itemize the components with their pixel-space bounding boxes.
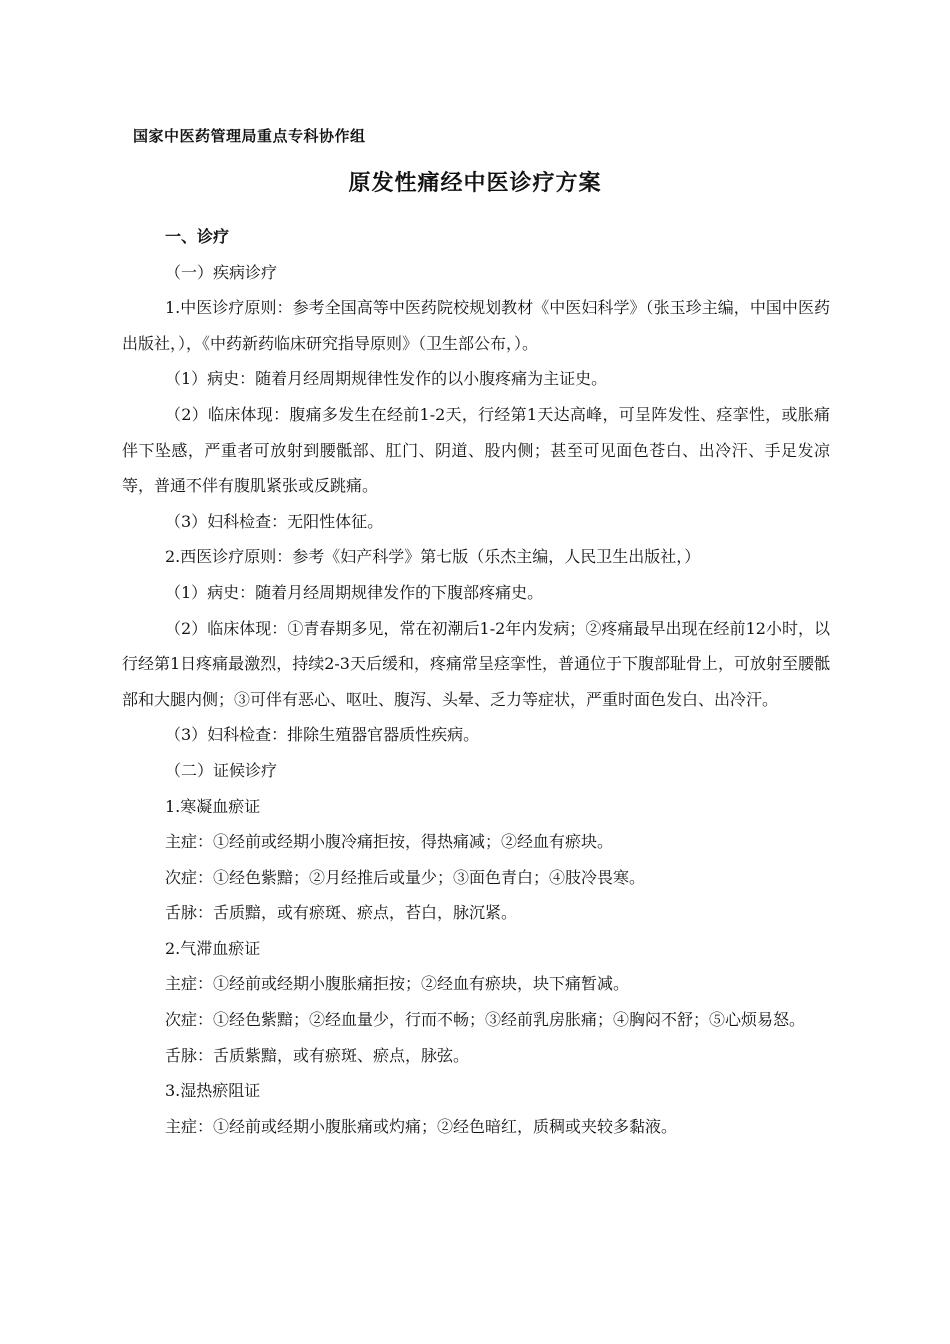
- paragraph: 1.中医诊疗原则：参考全国高等中医药院校规划教材《中医妇科学》（张玉珍主编，中国中医药出版社，），《中药新药临床研究指导原则》（卫生部公布，）。: [122, 298, 830, 353]
- paragraph: 次症：①经色紫黯；②月经推后或量少；③面色青白；④肢冷畏寒。: [165, 867, 646, 887]
- paragraph: 舌脉：舌质紫黯，或有瘀斑、瘀点，脉弦。: [165, 1045, 470, 1065]
- subsection-heading: （二）证候诊疗: [165, 760, 278, 780]
- syndrome-heading: 1.寒凝血瘀证: [165, 796, 261, 816]
- paragraph: （3）妇科检查：无阳性体征。: [165, 511, 384, 531]
- subsection-heading: （一）疾病诊疗: [165, 262, 278, 282]
- paragraph: 次症：①经色紫黯；②经血量少，行而不畅；③经前乳房胀痛；④胸闷不舒；⑤心烦易怒。: [165, 1010, 806, 1030]
- paragraph: 主症：①经前或经期小腹冷痛拒按，得热痛减；②经血有瘀块。: [165, 832, 614, 852]
- document-body: [122, 219, 830, 1144]
- paragraph: （3）妇科检查：排除生殖器官器质性疾病。: [165, 725, 480, 745]
- paragraph: （1）病史：随着月经周期规律发作的下腹部疼痛史。: [165, 582, 544, 602]
- paragraph: 主症：①经前或经期小腹胀痛拒按；②经血有瘀块，块下痛暂减。: [165, 974, 630, 994]
- paragraph: 舌脉：舌质黯，或有瘀斑、瘀点，苔白，脉沉紧。: [165, 903, 518, 923]
- paragraph: （2）临床体现：①青春期多见，常在初潮后1-2年内发病；②疼痛最早出现在经前12小时，以行经第1日疼痛最激烈，持续2-3天后缓和，疼痛常呈痉挛性，普通位于下腹部耻骨上，可放射至腰骶部和大腿内侧；③可伴有恶心、呕吐、腹泻、头晕、乏力等症状，严重时面色发白、出冷汗。: [122, 618, 830, 709]
- paragraph: （1）病史：随着月经周期规律性发作的以小腹疼痛为主证史。: [165, 369, 608, 389]
- paragraph: （2）临床体现：腹痛多发生在经前1-2天，行经第1天达高峰，可呈阵发性、痉挛性，或胀痛伴下坠感，严重者可放射到腰骶部、肛门、阴道、股内侧；甚至可见面色苍白、出冷汗、手足发凉等，普通不伴有腹肌紧张或反跳痛。: [122, 404, 830, 496]
- organization-header: 国家中医药管理局重点专科协作组: [133, 127, 366, 145]
- document-title: 原发性痛经中医诊疗方案: [348, 171, 602, 196]
- section-heading: 一、诊疗: [165, 227, 230, 246]
- paragraph: 主症：①经前或经期小腹胀痛或灼痛；②经色暗红，质稠或夹较多黏液。: [165, 1116, 678, 1136]
- syndrome-heading: 2.气滞血瘀证: [165, 938, 261, 958]
- syndrome-heading: 3.湿热瘀阻证: [165, 1081, 261, 1101]
- paragraph: 2.西医诊疗原则：参考《妇产科学》第七版（乐杰主编，人民卫生出版社，）: [165, 547, 701, 567]
